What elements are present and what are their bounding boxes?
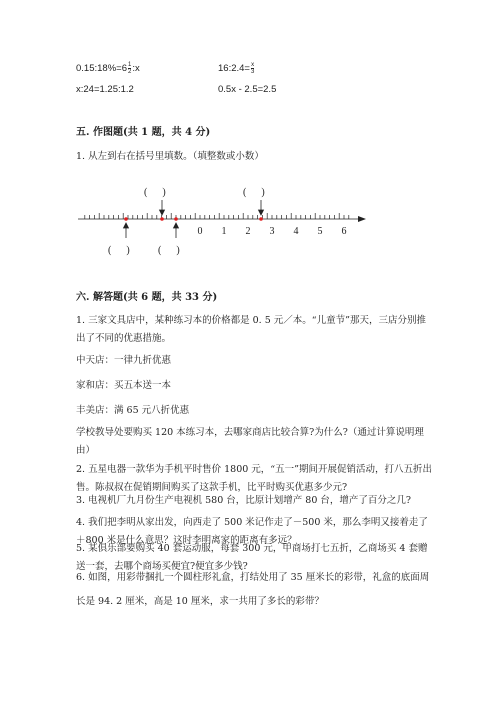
question-6-4: 4. 我们把李明从家出发，向西走了 500 米记作走了－500 米，那么李明又接着走了＋800 米是什么意思？这时李明离家的距离有多远？ bbox=[76, 517, 428, 546]
red-point-3 bbox=[174, 217, 178, 221]
up-arrow-2 bbox=[174, 223, 179, 238]
equation-1: 0.15:18%=6 $\frac{1}{2}$ :x bbox=[76, 62, 140, 75]
tick-label: 5 bbox=[317, 226, 323, 237]
tick-label: 3 bbox=[269, 226, 275, 237]
down-arrow-1 bbox=[160, 200, 165, 215]
store-zhongtian: 中天店：一律九折优惠 bbox=[76, 355, 172, 366]
down-arrow-2 bbox=[259, 200, 264, 215]
tick-marks bbox=[85, 213, 349, 219]
answer-bracket: ( ) bbox=[144, 187, 166, 198]
number-line bbox=[0, 186, 500, 266]
equation-2: 16:2.4= $\frac{x}{3}$ bbox=[218, 62, 255, 75]
equation-3: x:24=1.25:1.2 bbox=[76, 84, 134, 95]
equation-4: 0.5x - 2.5=2.5 bbox=[218, 84, 277, 95]
fraction: $\frac{1}{2}$ bbox=[127, 62, 132, 75]
tick-label: 2 bbox=[245, 226, 251, 237]
tick-label: 1 bbox=[221, 226, 227, 237]
section-6-title: 六. 解答题(共 6 题，共 33 分) bbox=[76, 292, 218, 303]
red-point-1 bbox=[124, 217, 128, 221]
answer-bracket: ( ) bbox=[108, 245, 130, 256]
store-jiahe: 家和店：买五本送一本 bbox=[76, 380, 172, 391]
question-6-5: 5. 某俱乐部要购买 40 套运动服，每套 300 元，甲商场打七五折，乙商场买 4 套赠送一套，去哪个商场买便宜?便宜多少钱? bbox=[76, 543, 428, 572]
answer-bracket: ( ) bbox=[243, 187, 265, 198]
question-6-6: 6. 如图，用彩带捆扎一个圆柱形礼盒，打结处用了 35 厘米长的彩带，礼盒的底面周长是 94. 2 厘米，高是 10 厘米，求一共用了多长的彩带？ bbox=[76, 572, 430, 607]
question-5-1: 1. 从左到右在括号里填数。（填整数或小数） bbox=[76, 151, 264, 162]
question-6-1: 1. 三家文具店中，某种练习本的价格都是 0. 5 元／本。“儿童节”那天，三店分别推出了不同的优惠措施。 bbox=[76, 315, 426, 344]
up-arrow-1 bbox=[124, 223, 129, 238]
red-point-2 bbox=[160, 217, 164, 221]
question-6-1-ask: 学校教导处要购买 120 本练习本，去哪家商店比较合算?为什么?（通过计算说明理由） bbox=[76, 427, 424, 456]
fraction: $\frac{x}{3}$ bbox=[250, 62, 255, 75]
question-6-3: 3. 电视机厂九月份生产电视机 580 台，比原计划增产 80 台，增产了百分之几? bbox=[76, 495, 411, 506]
answer-bracket: ( ) bbox=[158, 245, 180, 256]
tick-label: 4 bbox=[293, 226, 299, 237]
section-5-title: 五. 作图题(共 1 题，共 4 分) bbox=[76, 127, 211, 138]
arrow-head bbox=[358, 216, 366, 222]
store-fengmei: 丰美店：满 65 元八折优惠 bbox=[76, 405, 190, 416]
question-6-2: 2. 五星电器一款华为手机平时售价 1800 元，“五一”期间开展促销活动，打八五折出售。陈叔叔在促销期间购买了这款手机，比平时购买优惠多少元? bbox=[76, 464, 433, 493]
tick-label: 0 bbox=[197, 226, 203, 237]
tick-label: 6 bbox=[341, 226, 347, 237]
red-point-4 bbox=[259, 217, 263, 221]
